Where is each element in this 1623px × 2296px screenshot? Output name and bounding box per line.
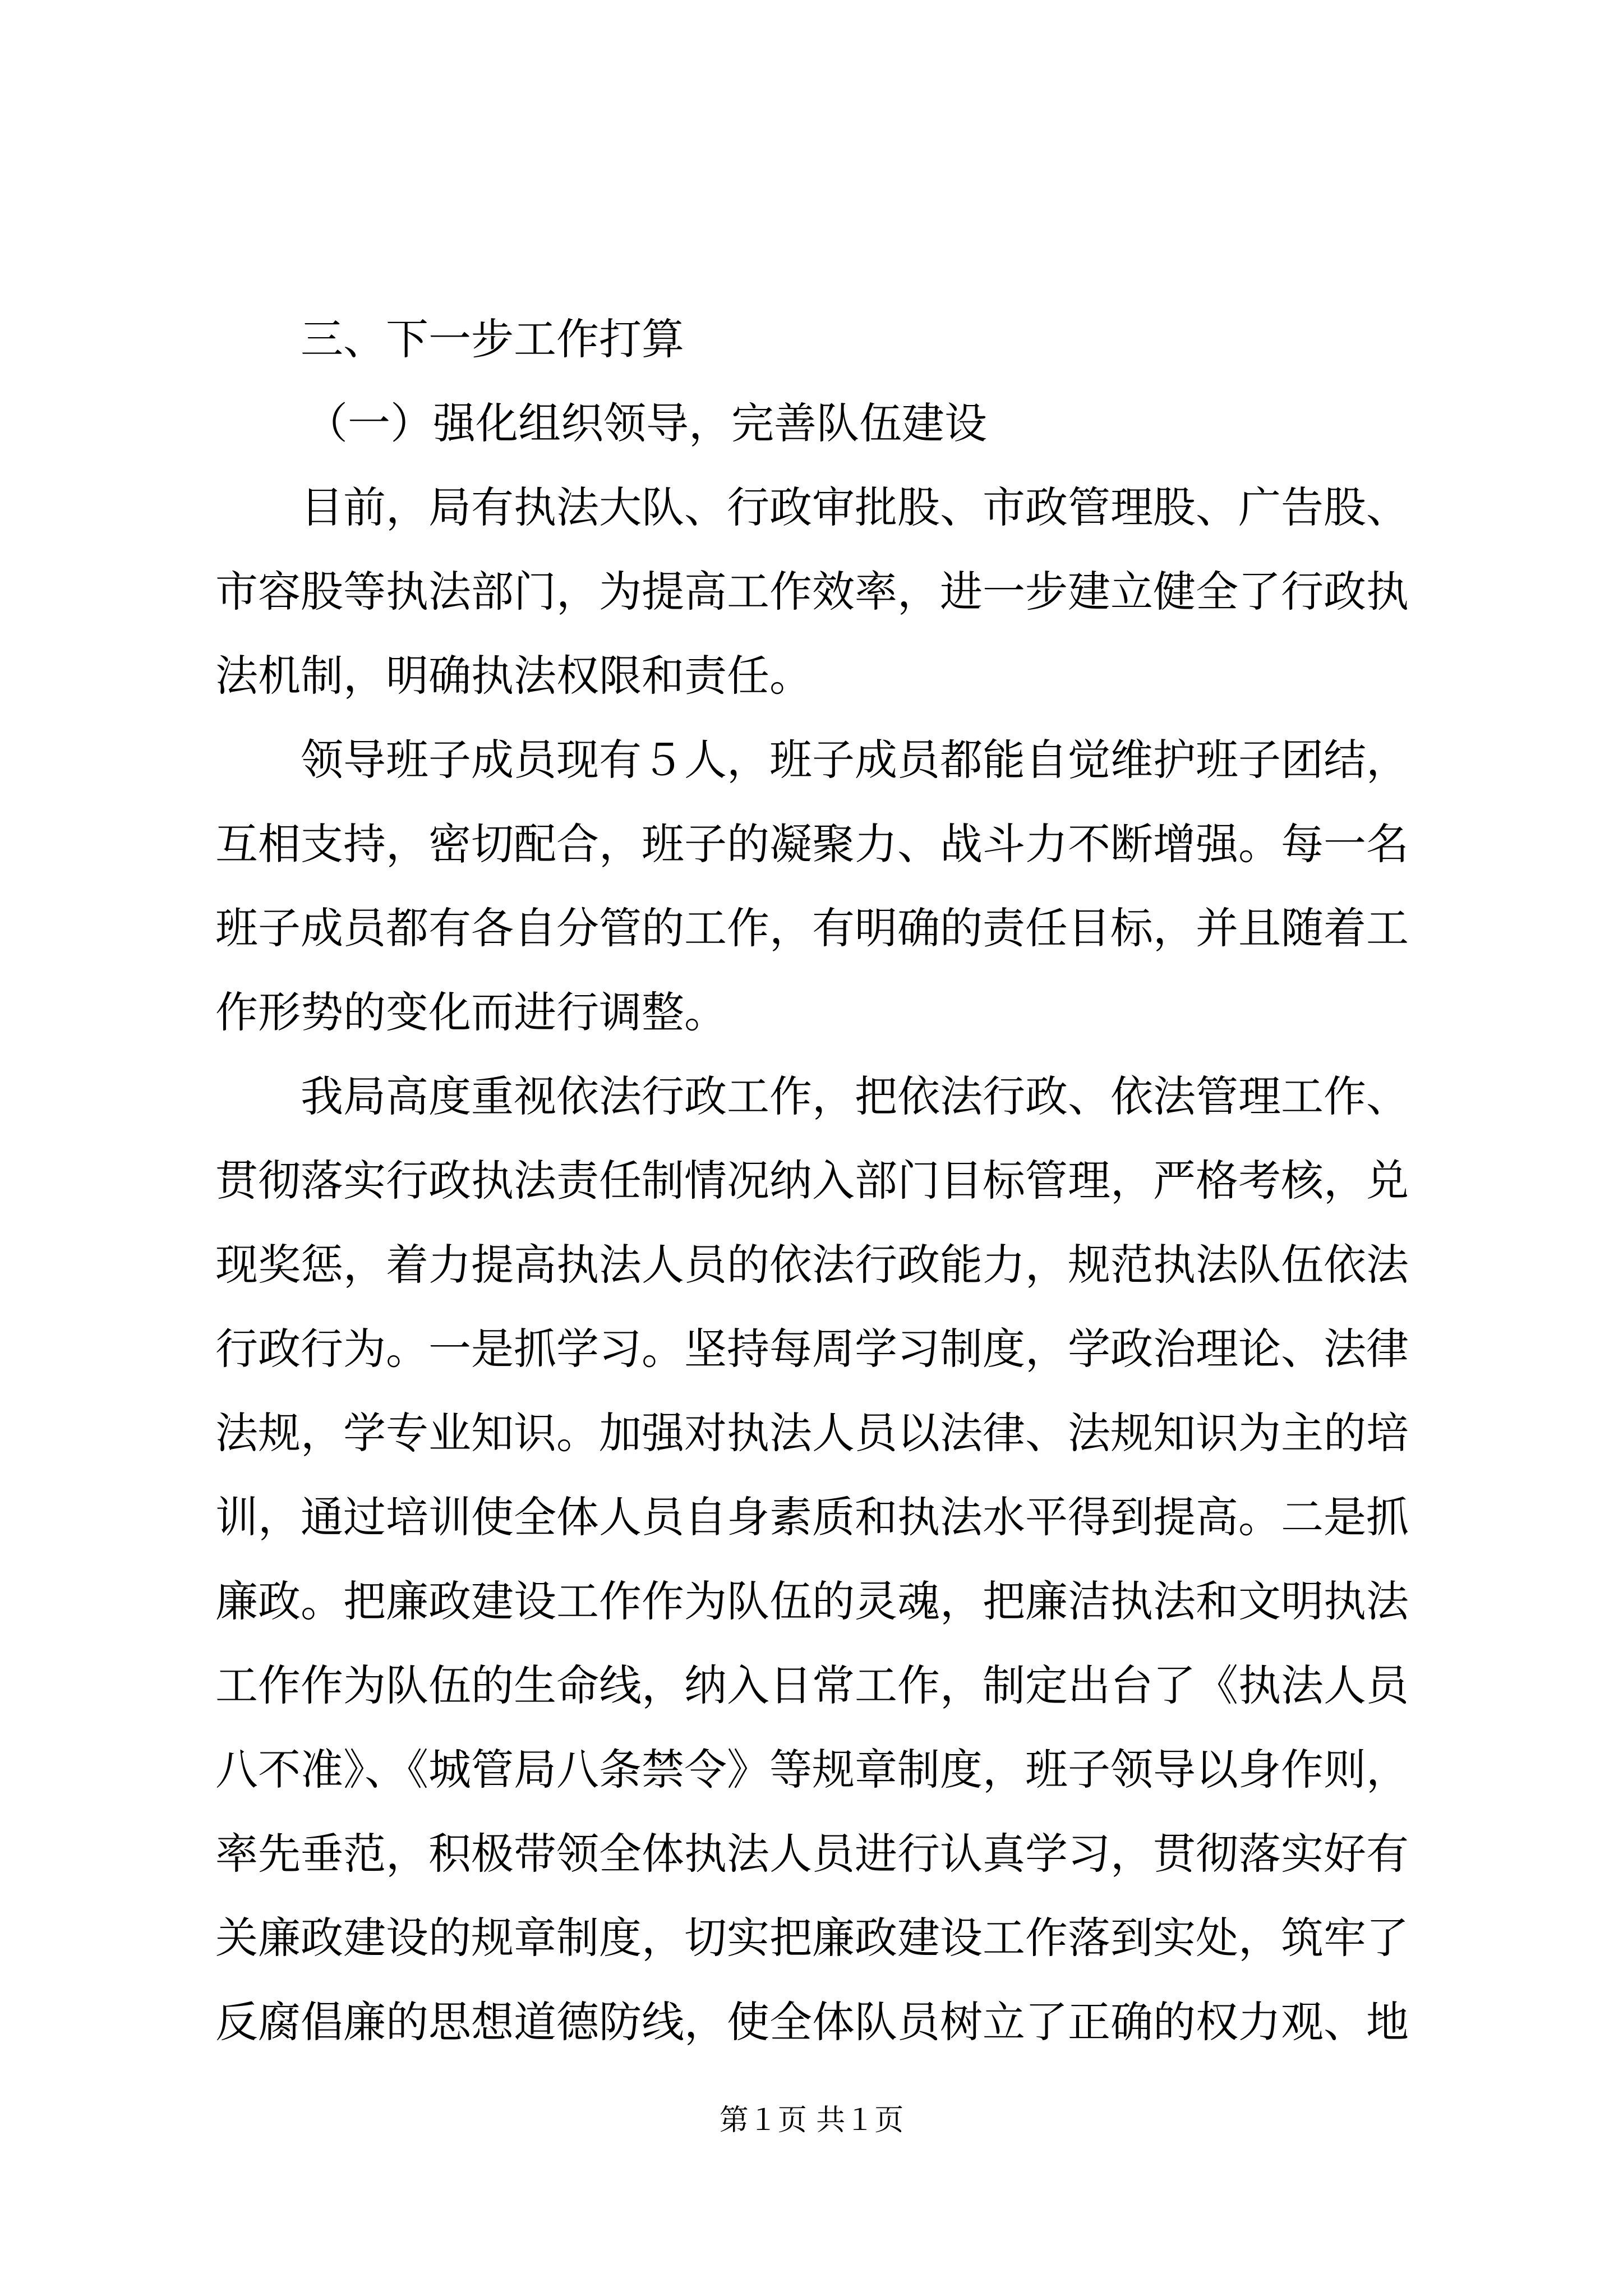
paragraph-line: 率先垂范，积极带领全体执法人员进行认真学习，贯彻落实好有 [215, 1829, 1409, 1879]
paragraph-line: 目前，局有执法大队、行政审批股、市政管理股、广告股、 [301, 482, 1409, 532]
paragraph-line: 关廉政建设的规章制度，切实把廉政建设工作落到实处，筑牢了 [215, 1913, 1409, 1963]
paragraph-line: 行政行为。一是抓学习。坚持每周学习制度，学政治理论、法律 [215, 1324, 1409, 1374]
subsection-heading: （一）强化组织领导，完善队伍建设 [305, 398, 987, 448]
paragraph-line: 领导班子成员现有５人，班子成员都能自觉维护班子团结， [301, 735, 1409, 785]
paragraph-line: 作形势的变化而进行调整。 [215, 987, 727, 1037]
paragraph-line: 八不准》、《城管局八条禁令》等规章制度，班子领导以身作则， [215, 1745, 1409, 1795]
paragraph-line: 现奖惩，着力提高执法人员的依法行政能力，规范执法队伍依法 [215, 1240, 1409, 1290]
paragraph-line: 训，通过培训使全体人员自身素质和执法水平得到提高。二是抓 [215, 1492, 1409, 1542]
paragraph-line: 工作作为队伍的生命线，纳入日常工作，制定出台了《执法人员 [215, 1660, 1409, 1710]
paragraph-line: 我局高度重视依法行政工作，把依法行政、依法管理工作、 [301, 1071, 1409, 1121]
document-body [215, 297, 1438, 2064]
paragraph-line: 贯彻落实行政执法责任制情况纳入部门目标管理，严格考核，兑 [215, 1156, 1409, 1205]
paragraph-line: 班子成员都有各自分管的工作，有明确的责任目标，并且随着工 [215, 903, 1409, 953]
paragraph-line: 反腐倡廉的思想道德防线，使全体队员树立了正确的权力观、地 [215, 1997, 1409, 2047]
paragraph-line: 法机制，明确执法权限和责任。 [215, 651, 812, 701]
paragraph-line: 廉政。把廉政建设工作作为队伍的灵魂，把廉洁执法和文明执法 [215, 1576, 1409, 1626]
paragraph-line: 市容股等执法部门，为提高工作效率，进一步建立健全了行政执 [215, 567, 1409, 616]
paragraph-line: 法规，学专业知识。加强对执法人员以法律、法规知识为主的培 [215, 1408, 1409, 1458]
page-footer: 第１页 共１页 [719, 2104, 904, 2137]
paragraph-line: 互相支持，密切配合，班子的凝聚力、战斗力不断增强。每一名 [215, 819, 1409, 869]
section-heading: 三、下一步工作打算 [301, 314, 684, 364]
